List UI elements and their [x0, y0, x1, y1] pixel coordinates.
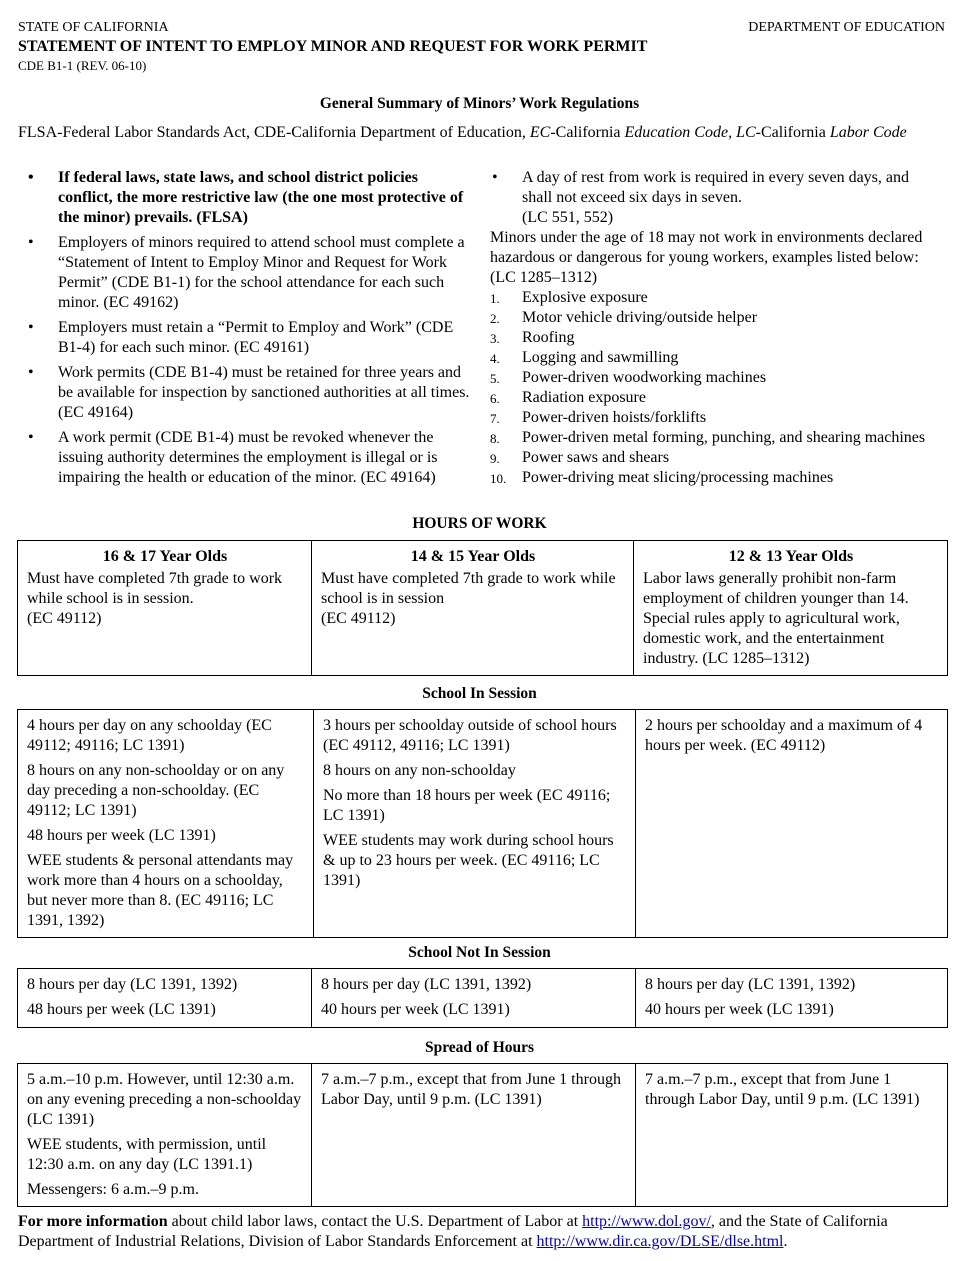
- hazard-item: 2. Motor vehicle driving/outside helper: [490, 309, 758, 326]
- age-group-cell: 14 & 15 Year Olds Must have completed 7th grade to work while school is in session (EC 49112): [312, 541, 634, 676]
- school-not-in-session-title: School Not In Session: [408, 944, 551, 961]
- age-groups-table: [17, 540, 948, 676]
- bullet-item: • If federal laws, state laws, and school district policies conflict, the more restrictive law (the one most protective of the minor) prevails. (FLSA): [18, 168, 473, 228]
- bullet-item: • A day of rest from work is required in every seven days, and shall not exceed six days in seven. (LC 551, 552): [482, 168, 940, 228]
- bullet-item: • Work permits (CDE B1-4) must be retained for three years and be available for inspection by sanctioned authorities at all times. (EC 49164): [18, 363, 473, 423]
- form-number: CDE B1-1 (REV. 06-10): [18, 58, 147, 73]
- hours-of-work-title: HOURS OF WORK: [412, 515, 547, 532]
- hazard-intro: Minors under the age of 18 may not work in environments declared hazardous or dangerous for young workers, examples listed below: (LC 1285–1312): [490, 229, 923, 286]
- hazard-item: 4. Logging and sawmilling: [490, 349, 679, 366]
- summary-left-column: [18, 168, 473, 493]
- school-in-session-cell: 2 hours per schoolday and a maximum of 4 hours per week. (EC 49112): [636, 710, 948, 938]
- hazard-list: [490, 288, 940, 488]
- hazard-item: 6. Radiation exposure: [490, 389, 646, 406]
- state-label: STATE OF CALIFORNIA: [18, 20, 169, 35]
- bullet-item: • Employers must retain a “Permit to Employ and Work” (CDE B1-4) for each such minor. (EC 49161): [18, 318, 473, 358]
- school-not-in-session-cell: 8 hours per day (LC 1391, 1392) 40 hours per week (LC 1391): [312, 969, 636, 1028]
- spread-of-hours-title: Spread of Hours: [424, 1039, 535, 1056]
- summary-right-column: [490, 168, 940, 488]
- school-not-in-session-cell: 8 hours per day (LC 1391, 1392) 48 hours per week (LC 1391): [18, 969, 312, 1028]
- bullet-item: • A work permit (CDE B1-4) must be revoked whenever the issuing authority determines the employment is illegal or is impairing the health or education of the minor. (EC 49164): [18, 428, 473, 488]
- spread-of-hours-table: [17, 1063, 948, 1207]
- school-in-session-title: School In Session: [422, 685, 537, 702]
- hazard-item: 9. Power saws and shears: [490, 449, 670, 466]
- school-in-session-cell: 4 hours per day on any schoolday (EC 49112; 49116; LC 1391) 8 hours on any non-schoolday or on any day preceding a non-schoolday. (EC 49112; LC 1391) 48 hours per week (LC 1391) WEE students & personal attendants may work more than 4 hours on a schoolday, but never more than 8. (EC 49116; LC 1391, 1392): [18, 710, 314, 938]
- age-group-heading: 16 & 17 Year Olds: [102, 548, 228, 565]
- hazard-item: 3. Roofing: [490, 329, 575, 346]
- age-group-heading: 14 & 15 Year Olds: [410, 548, 536, 565]
- spread-cell: 7 a.m.–7 p.m., except that from June 1 through Labor Day, until 9 p.m. (LC 1391): [312, 1064, 636, 1207]
- school-in-session-cell: 3 hours per schoolday outside of school hours (EC 49112, 49116; LC 1391) 8 hours on any non-schoolday No more than 18 hours per week (EC 49116; LC 1391) WEE students may work during school hours & up to 23 hours per week. (EC 49116; LC 1391): [314, 710, 636, 938]
- hazard-item: 1. Explosive exposure: [490, 289, 648, 306]
- age-group-cell: 12 & 13 Year Olds Labor laws generally prohibit non-farm employment of children younger than 14. Special rules apply to agricultural work, domestic work, and the entertainment industry. (LC 1285–1312): [634, 541, 948, 676]
- age-group-cell: 16 & 17 Year Olds Must have completed 7th grade to work while school is in session. (EC 49112): [18, 541, 312, 676]
- summary-title: General Summary of Minors’ Work Regulations: [319, 95, 640, 112]
- bullet-item: • Employers of minors required to attend school must complete a “Statement of Intent to Employ Minor and Request for Work Permit” (CDE B1-1) for the school attendance for each such minor. (EC 49162): [18, 233, 473, 313]
- age-group-heading: 12 & 13 Year Olds: [728, 548, 854, 565]
- spread-cell: 7 a.m.–7 p.m., except that from June 1 through Labor Day, until 9 p.m. (LC 1391): [636, 1064, 948, 1207]
- hazard-item: 8. Power-driven metal forming, punching, and shearing machines: [490, 429, 926, 446]
- form-title: STATEMENT OF INTENT TO EMPLOY MINOR AND REQUEST FOR WORK PERMIT: [18, 38, 648, 55]
- hazard-item: 7. Power-driven hoists/forklifts: [490, 409, 707, 426]
- department-label: DEPARTMENT OF EDUCATION: [748, 20, 945, 35]
- abbreviations-legend: FLSA-Federal Labor Standards Act, CDE-California Department of Education, EC-California Education Code, LC-California Labor Code: [18, 124, 907, 141]
- hazard-item: 10. Power-driving meat slicing/processing machines: [490, 469, 834, 486]
- spread-cell: 5 a.m.–10 p.m. However, until 12:30 a.m. on any evening preceding a non-schoolday (LC 1391) WEE students, with permission, until 12:30 a.m. on any day (LC 1391.1) Messengers: 6 a.m.–9 p.m.: [18, 1064, 312, 1207]
- hazard-item: 5. Power-driven woodworking machines: [490, 369, 767, 386]
- more-info-footer: For more information about child labor laws, contact the U.S. Department of Labor at http://www.dol.gov/, and the State of California Department of Industrial Relations, Division of Labor Standards Enforcement at http://www.dir.ca.gov/DLSE/dlse.html.: [18, 1213, 888, 1250]
- school-in-session-table: [17, 709, 948, 938]
- school-not-in-session-table: [17, 968, 948, 1028]
- school-not-in-session-cell: 8 hours per day (LC 1391, 1392) 40 hours per week (LC 1391): [636, 969, 948, 1028]
- dlse-link[interactable]: http://www.dir.ca.gov/DLSE/dlse.html: [536, 1233, 784, 1250]
- dol-link[interactable]: http://www.dol.gov/: [582, 1213, 711, 1230]
